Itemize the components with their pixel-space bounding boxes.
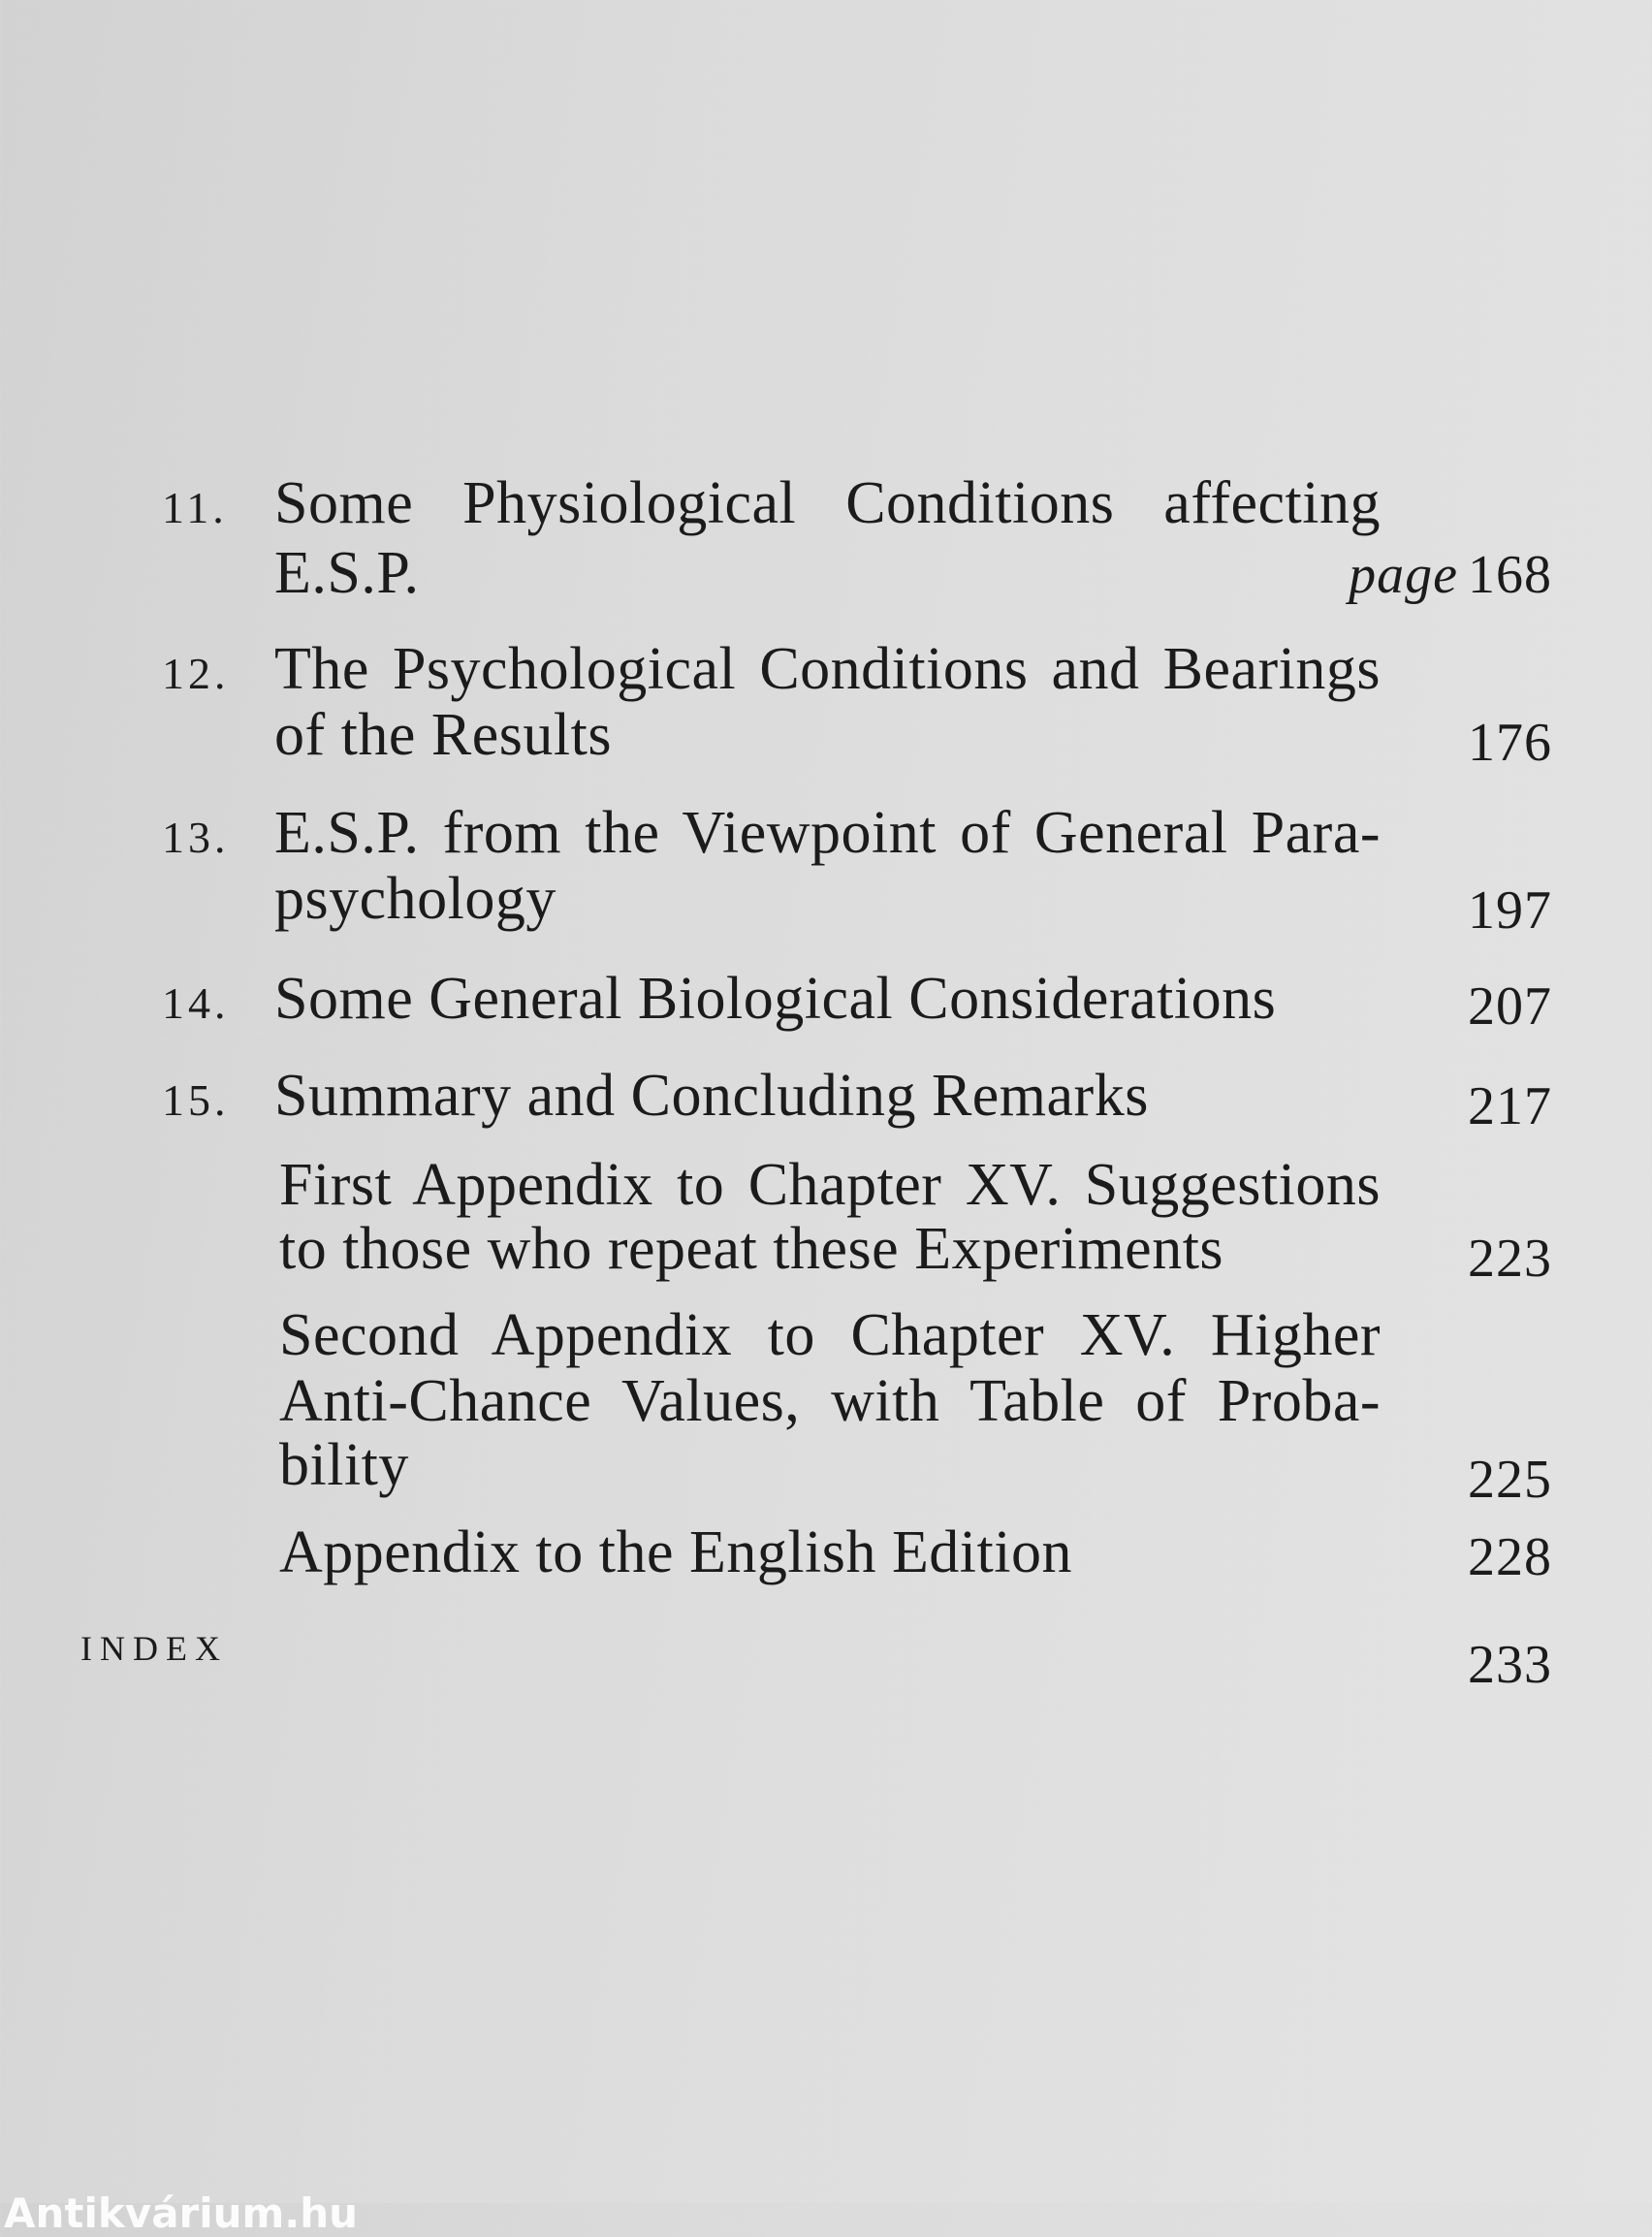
toc-second-appendix-line-3: [162, 1432, 1552, 1510]
entry-title-line: E.S.P. from the Viewpoint of General Para-: [274, 800, 1381, 866]
entry-title-line: Appendix to the English Edition: [279, 1519, 1072, 1585]
entry-title-line: of the Results: [274, 702, 612, 768]
chapter-number: 13.: [162, 813, 230, 862]
chapter-number: 11.: [162, 483, 228, 532]
page-number: 176: [1468, 713, 1552, 773]
entry-title-line: Anti-Chance Values, with Table of Proba-: [279, 1368, 1381, 1434]
chapter-number: 12.: [162, 649, 230, 698]
entry-title-line: The Psychological Conditions and Bearings: [274, 636, 1381, 702]
page-prefix: page: [1349, 545, 1458, 605]
entry-title-line: psychology: [274, 866, 556, 932]
watermark-text: Antikvárium.hu: [4, 2189, 359, 2237]
toc-entry-14: [162, 966, 1552, 1037]
toc-first-appendix-line-2: [162, 1216, 1552, 1289]
entry-title-line: Some Physiological Conditions affecting: [274, 470, 1381, 536]
entry-title-line: E.S.P.: [274, 540, 420, 606]
entry-title-line: to those who repeat these Experiments: [279, 1216, 1224, 1282]
page-number: 233: [1468, 1635, 1552, 1695]
page-number: [1349, 545, 1552, 605]
chapter-number: 15.: [162, 1075, 230, 1125]
page-number: 225: [1468, 1450, 1552, 1510]
toc-english-appendix: [162, 1519, 1552, 1587]
page-number: 223: [1468, 1229, 1552, 1289]
toc-entry-13-line-2: [162, 866, 1552, 941]
entry-title-line: First Appendix to Chapter XV. Suggestions: [279, 1152, 1381, 1218]
toc-index: [80, 1618, 1552, 1696]
page-number: 217: [1468, 1076, 1552, 1136]
index-label: INDEX: [80, 1629, 228, 1668]
page-value: 168: [1468, 545, 1552, 605]
toc-entry-15: [162, 1063, 1552, 1136]
entry-title-line: Second Appendix to Chapter XV. Higher: [279, 1302, 1381, 1368]
page-number: 228: [1468, 1527, 1552, 1587]
toc-entry-11-line-1: [162, 470, 1552, 536]
toc-entry-13-line-1: [162, 800, 1552, 866]
entry-title-line: bility: [279, 1432, 409, 1498]
entry-title-line: Summary and Concluding Remarks: [274, 1063, 1149, 1129]
toc-entry-12-line-1: [162, 636, 1552, 702]
chapter-number: 14.: [162, 978, 230, 1028]
page-number: 207: [1468, 976, 1552, 1037]
entry-title-line: Some General Biological Considerations: [274, 966, 1277, 1032]
toc-second-appendix-line-1: [162, 1302, 1552, 1368]
toc-second-appendix-line-2: [162, 1368, 1552, 1434]
toc-entry-12-line-2: [162, 702, 1552, 773]
toc-first-appendix-line-1: [162, 1152, 1552, 1218]
watermark-strip: [0, 2188, 368, 2237]
page-number: 197: [1468, 880, 1552, 941]
toc-entry-11-line-2: [162, 540, 1552, 606]
